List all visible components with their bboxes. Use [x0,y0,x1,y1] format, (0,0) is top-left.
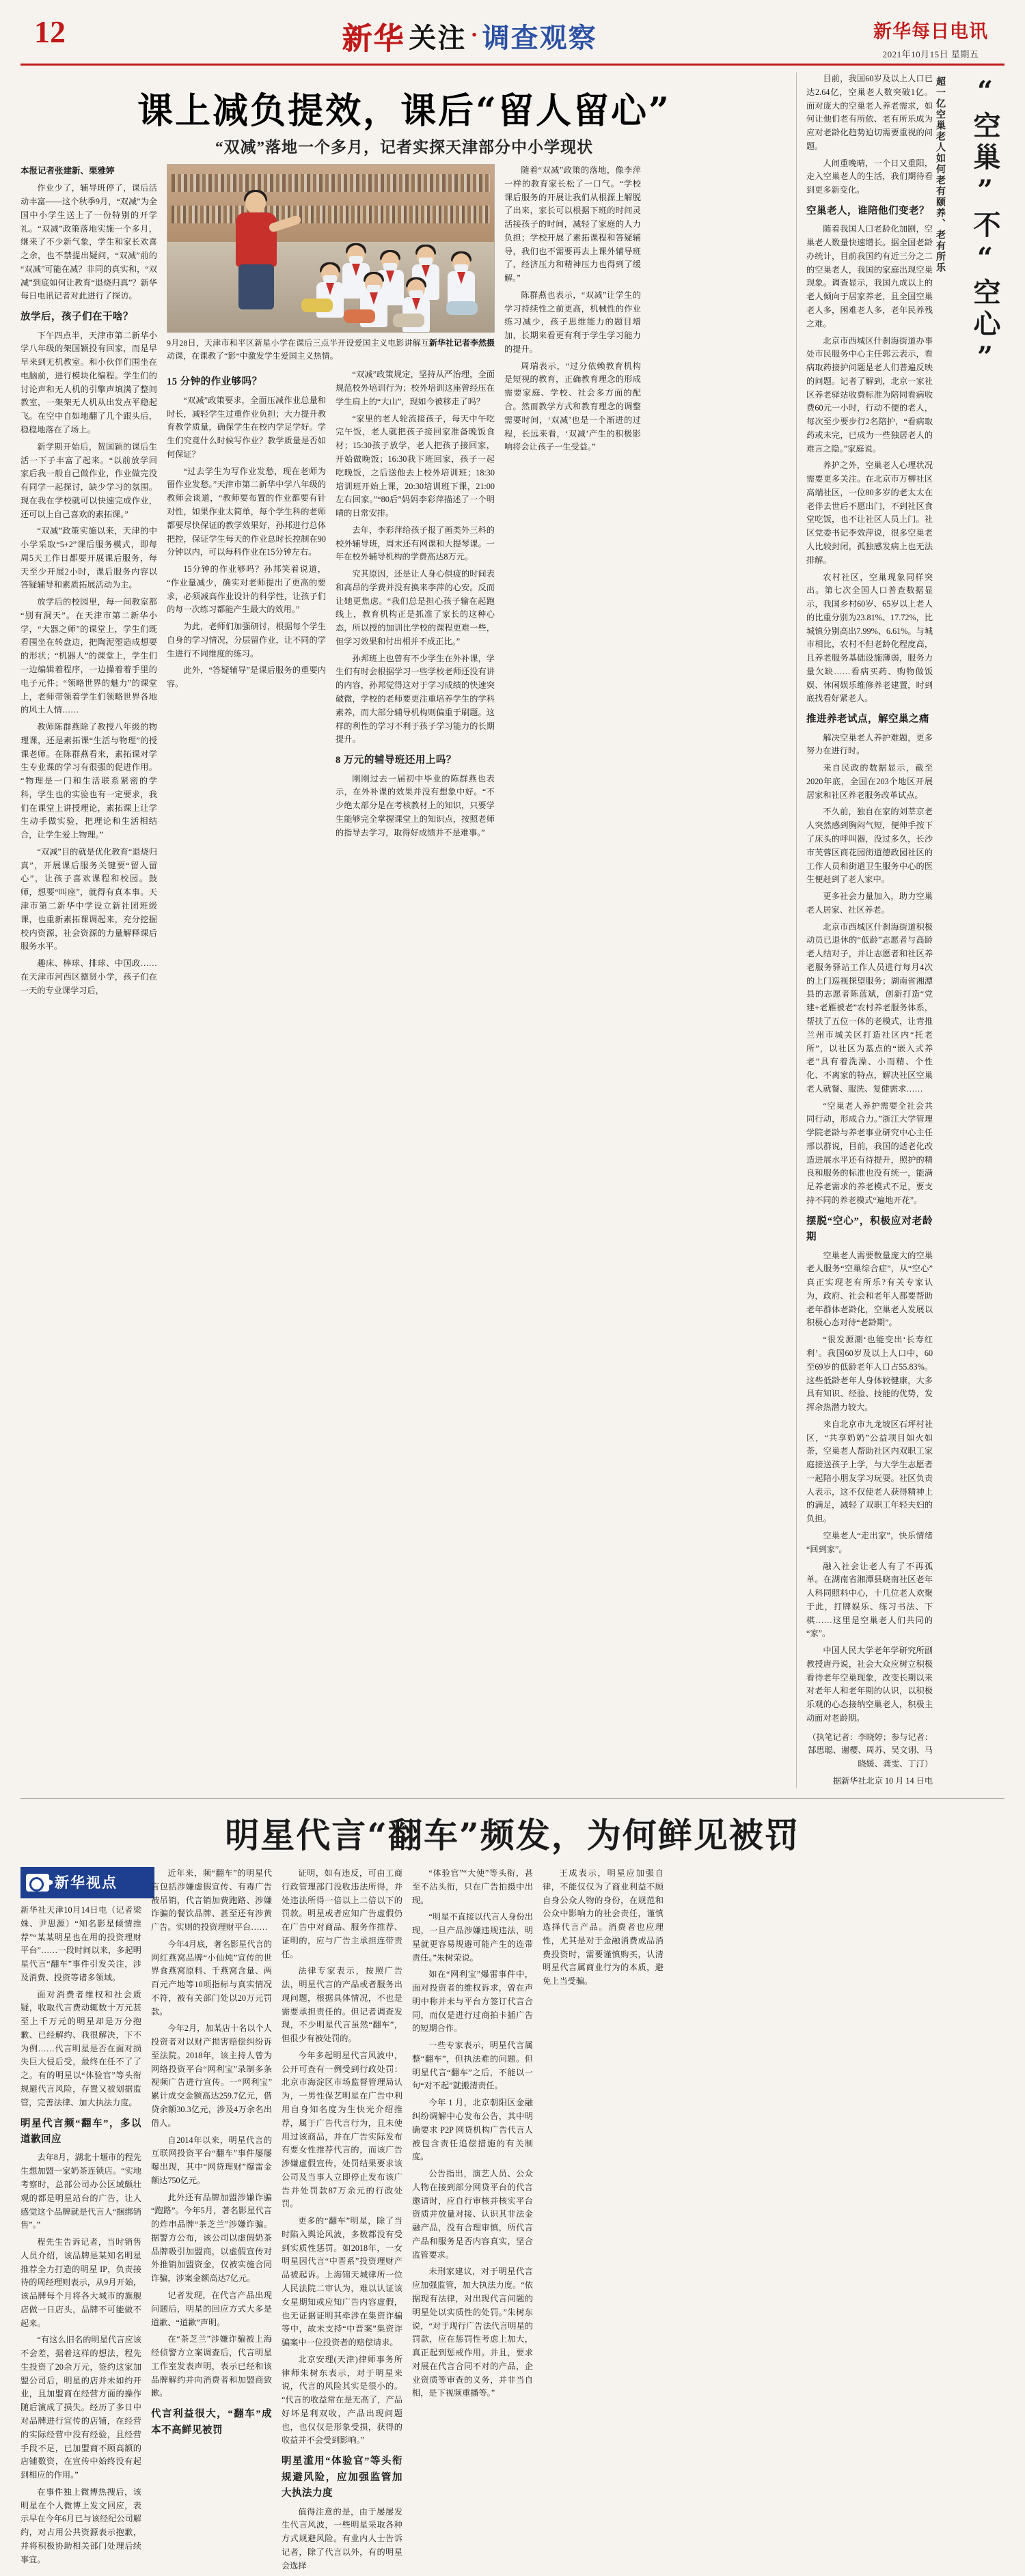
story-right-section-heading-1: 空巢老人，谁陪他们变老？ [806,205,929,217]
paragraph: 陈群燕也表示，“双减”让学生的学习持续性之前更高，机械性的作业练习减少，孩子思维能力的题目增加，长期来看更有利于学生学习能力的提升。 [504,290,641,354]
publication-title: 新华每日电讯 [873,21,988,42]
paragraph: 近年来，频“翻车”的明星代言包括涉嫌虚假宣传、有毒广告被吊销，代言销加费跑路、涉嫌诈骗的餐饮品牌、甚至还有涉黄广告。实则的投资理财平台…… [151,1868,272,1933]
paragraph: 教师陈群燕除了教授八年级的物理课，还是素拓课“生活与物理”的授课老师。在陈群燕看来，素拓课对学生专业课的学习有很强的促进作用。“物理是一门和生活联系紧密的学科，学生也的实验也有一定要求，我们在课堂上讲授理论，素拓课上让学生动手做实验，把理论和生活相结合，让学生爱上物理。” [20,722,157,840]
story1-photo-subcolumns [167,368,495,843]
paragraph: 新学期开始后，贺国颖的课后生活一下子丰富了起来。“以前放学回家后我一般自己做作业，作业做完没有同学一起探讨，缺少学习的氛围。现在我在学校就可以快速完成作业，还可以上自己喜欢的素拓课。” [20,441,157,519]
paragraph: 今年2月，加某店十名以个人投资者对以财产损害赔偿纠纷诉至法院。2018年，该主持人曾为网络投资平台“网利宝”录制多条视频广告进行宣传。一“网利宝”累计成交金额高达259.7亿元，借贷余额30.3亿元，涉及4万余名出借人。 [151,2023,272,2128]
paragraph: “明星不直接以代言人身份出现，一旦产品涉嫌违规违法，明星就更容易规避可能产生的连带责任。”朱树荣说。 [412,1912,533,1963]
paragraph: 为此，老师们加强研讨，根据每个学生自身的学习情况，分层留作业，让不同的学生进行不同维度的练习。 [167,622,326,659]
paragraph: 去年8月，湖北十堰市的程先生想加盟一家奶茶连锁店。“实地考察时，总部公司办公区域颇壮观的都是明星站台的广告，让人感觉这个品牌就是代言人“捆绑销售”。” [20,2152,141,2230]
paragraph: 此外，“答疑辅导”是课后服务的重要内容。 [167,665,326,689]
paragraph: 空巢老人“走出家”，快乐情绪“回到家”。 [806,1530,933,1554]
masthead-diaocha-label: 调查观察 [482,22,597,53]
story2-column-4 [412,1867,533,2576]
paragraph: 北京市西城区什刹海街道积极动员已退休的“低龄”志愿者与高龄老人结对子，并让志愿者和社区养老服务驿站工作人员进行每月4次的上门巡视探望服务；湖南省湘潭县的志愿者陈蓝斌，创新打造“党建+老雁被老”农村养老服务体系，帮扶了五位一体的老模式，让青推兰州市城关区打造社区内“托老所”，以社区为基点的“嵌入式养老”具有着洗澡、小而精、个性化、不离家的特点，解决社区空巢老人就餐、服洗、复健需求…… [806,922,933,1094]
paragraph: “双减”政策实施以来，天津的中小学采取“5+2”课后服务模式，即每周5天工作日都要开展课后服务，每天至少开展2小时，课后服务内容以答疑辅导和素质拓展活动为主。 [20,526,157,590]
masthead-xinhua-label: 新华 [342,21,405,56]
paragraph: 今年 1 月，北京朝阳区金融纠纷调解中心发布公告，其中明确要求 P2P 网贷机构广告代言人被包含责任追偿措施的有关制度。 [412,2098,533,2162]
story-right-vertical-headline: “空巢”不“空心” [969,75,1001,377]
story-right-section-heading-2: 推进养老试点，解空巢之痛 [806,714,929,725]
paragraph: 更多社会力量加入，助力空巢老人居家、社区养老。 [806,891,933,915]
story-right-credits: （执笔记者：李晓婷；参与记者：郜思聪、谢樱、周苏、吴文诩、马晓媛、龚雯、丁汀） [808,1732,933,1769]
story1-section-heading-1: 放学后，孩子们在干啥？ [20,311,133,323]
paragraph: 今年多起明星代言风波中，公开可查有一例受到行政处罚：北京市海淀区市场监督管理局认为，一男性保艺明星在广告中利用自身知名度为生快光介绍推荐，属于广告代言行为，且未使用过该商品，并在广告实际发布有要女性推荐代言的，而该广告涉嫌虚假宣传，处罚结果要求该公司及当事人立即停止发布该广告并处罚款87万余元的行政处罚。 [282,2050,402,2209]
story-right-vertical-subhead: 超一亿空巢老人如何老有颐养、老有所乐 [935,77,946,273]
story1-column-1 [20,164,157,1001]
paragraph: 下午四点半，天津市第二新华小学八年级的架国颖投有回家，而是早早来到无机教室。和小伙伴们围坐在电脑前，进行模块化编程。学生们的讨论声和无人机的引擎声填满了整间教室，一架架无人机从出发点平稳起飞。在空中自如地翻了几个跟头后，稳稳地落在了场上。 [20,330,157,434]
story-right-tail: 据新华社北京 10 月 14 日电 [832,1776,933,1786]
story2-section-heading-1: 明星代言频“翻车”，多以道歉回应 [20,2118,141,2145]
paragraph: “家里的老人轮流接孩子，每天中午吃完午饭，老人就把孩子接回家准备晚饭食材；15:30孩子放学，老人把孩子接回家，开始做晚饭；16:30我下班回家，孩子一起吃晚饭，之后送他去上校外培训班；18:30培训班开始上课，20:30培训班下课，21:00左右回家。”“80后”妈妈李彩萍描述了一个明晴的日常安排。 [336,413,495,518]
story2-column-5 [543,1867,664,2576]
paragraph: 中国人民大学老年学研究所副教授唐丹说，社会大众应树立积极看待老年空巢现象，改变长期以来对老年人和老年期的认识，以积极乐观的心态接纳空巢老人，积极主动面对老龄期。 [806,1646,933,1723]
paragraph: 未刑家建议，对于明星代言应加强监管，加大执法力度。“依据现有法律，对出现代言问题的明星处以实质性的处罚。”朱树东说，“对于现行广告法代言明星的罚款，应在惩罚性考虑上加大，真正起到惩戒作用。并且，要求对展在代言合同不对的产品，企业资质等审查的义务，并非当自相，是下视频重播等。” [412,2267,533,2398]
story1-byline: 本报记者张建新、栗雅婷 [20,166,115,176]
left-zone [20,72,796,1788]
story2-body [20,1867,1004,2576]
paragraph: 如在“网利宝”爆雷事件中，面对投资者的维权诉求，曾在声明中称并未与平台方签订代言合同，而仅是进行过商拍卡插广告的短期合作。 [412,1969,533,2034]
story1-section-heading-2: 15 分钟的作业够吗？ [167,376,262,388]
paragraph: 解决空巢老人养护难题，更多努力在进行时。 [806,732,933,756]
paragraph: 面对消费者维权和社会质疑，收取代言费动辄数十万元甚至上千万元的明星却是万分抱歉、已经解约、我很解决，下不为例……代言明星是否在面对损失巨大侵后受，最终在任不了了之。有的明星以“体验官”等头衔规避代言风险，存置又被划据监管，完善法律、加大执法力度。 [20,1989,141,2107]
story-right-section-heading-3: 摆脱“空心”，积极应对老龄期 [806,1215,933,1243]
paragraph: 随着“双减”政策的落地，像李萍一样的教育家长松了一口气。“学校课后服务的开展让我们从根源上解脱了出来，家长可以根据下班的时间灵活接孩子的时间，减轻了家庭的人力负担；学校开展了素拓课程和答疑辅导，我们也不需要再去上课外辅导班了，经济压力和精神压力也得到了缓解。” [504,165,641,283]
paragraph: 作业少了，辅导班停了，课后活动丰富——这个秋季9月，“双减”为全国中小学生送上了一份特别的开学礼。“双减”政策落地实施一个多月，继来了不少新气象，学生和家长欢喜之余，也不禁提出疑问，“双减”前的“双减”可能在减？非同的真实和，“双减”到底如何让教育“退烧归真”？新华每日电讯记者对此进行了探访。 [20,183,157,301]
paragraph: 来自民政的数据显示，截至2020年底，全国在203个地区开展居家和社区养老服务改革试点。 [806,763,933,800]
masthead-guanzhu-label: 关注 [409,22,467,53]
story2-headline: 明星代言“翻车”频发，为何鲜见被罚 [225,1815,800,1855]
story1-photo-block [167,164,495,363]
story2-left [20,1867,796,2576]
story1-headline: 课上减负提效，课后“留人留心” [137,90,671,132]
masthead [20,12,1004,66]
classroom-photo [167,164,495,333]
section-title [342,12,597,57]
paragraph: 北京市西城区什刹海街道办事处市民服务中心主任郭云表示，看病取药接护问题是老人们普遍反映的问题。记者了解到，北京一家社区养老驿站收费标准为陪同看病收费60元一小时，行动不便的老人，每次至少要步行2名陪护，“看病取药或未完，已成为一些独居老人的难言之隐。”家庭说。 [806,335,933,454]
paragraph: “很发源潮‘也能变出‘长寿红利’。我国60岁及以上人口中，60至69岁的低龄老年人口占55.83%。这些低龄老年人身体较健康，大多具有知识、经验、技能的优势，发挥余热潜力较大。 [806,1335,933,1413]
story2-columns [20,1867,788,2576]
paragraph: “有这么旧名的明星代言应该不会差，据着这样的想法，程先生投资了20余万元，签约这家加盟公司后，明星的店并未如约开业，且加盟商在经营方面的操作随后演成了损失。经历了多日中对品牌进行宣传的店铺，在经营的实际经营中没有经验，且经营手段不足，已加盟商不顾高额的店铺数资，在宣传中始终没有起到相应的作用。” [20,2335,141,2480]
xinhua-viewpoint-label: 新华视点 [55,1874,118,1891]
story1-columns [20,164,788,1001]
paragraph: 此外还有品牌加盟涉嫌诈骗“跑路”。今年5月，著名影星代言的炸串品牌“茶芝兰”涉嫌诈骗。据警方公布，该公司以虚假奶茶品牌吸引加盟商，以虚假宣传对外推销加盟资金，仅被实施合同诈骗，涉案金额高达7亿元。 [151,2192,272,2284]
paragraph: 15分钟的作业够吗？孙邦笑着说道，“作业量减少，确实对老师提出了更高的要求，必须减高作业设计的科学性，让孩子们的每一次练习都能产生最大的效用。” [167,564,326,615]
paragraph: 自2014年以来，明星代言的互联网投资平台“翻车”事件屡屡曝出现，其中“网贷理财”爆雷金额达750亿元。 [151,2135,272,2185]
paragraph: 养护之外，空巢老人心理状况需要更多关注。在北京市万柳社区高端社区，一位80多岁的老太太在老伴去世后不愿出门，不到社区食堂吃饭，也不让社区人员上门。社区党委书记李效萍说，很多空巢老人比较封闭，孤独感发病上也无法排解。 [806,460,933,565]
paragraph: “双减”政策要求，全面压减作业总量和时长，减轻学生过重作业负担；大力提升教育教学质量，确保学生在校内学足学好。学生们究竟什么时候写作业？教学质量是否如何保证？ [167,395,326,459]
paragraph: 一些专家表示，明星代言属整“翻车”，但执法难的问题。但明星代言“翻车”之后，不能以一句“对不起”就搬清责任。 [412,2040,533,2091]
paragraph: 值得注意的是，由于屡屡发生代言风波，一些明星采取各种方式规避风险。有业内人士告诉记者，除了代言以外，有的明星会选择 [282,2506,402,2571]
vertical-title-wrap [806,72,1001,1788]
paragraph: 空巢老人需要数量庞大的空巢老人服务“空巢综合症”，从“空心”真正实现老有所乐?有关专家认为，政府、社会和老年人都要帮助老年群体老龄化，空巢老人发展以积极心态对待“老龄期”。 [806,1250,933,1328]
paragraph: “过去学生为写作业发愁，现在老师为留作业发愁。”天津市第二新华中学八年级的教师会谈道，“教师要布置的作业都要有针对性，如果作业太简单，每个学生科的老师都要尽快保证的教学效果好，孙邦进行总体把控，保证学生每天的作业总时长控制在90分钟以内，可以每科作业在15分钟左右。 [167,466,326,557]
paragraph: 周瑞表示，“过分依赖教育机构是短视的教育，正确教育理念的形成需要家庭、学校、社会多方面的配合。然而教学方式和教育理念的调整需要时间，‘双减’也是一个渐进的过程，长远来看，‘双减’产生的积极影响将会让孩子一生受益。” [504,361,641,452]
paragraph: 更多的“翻车”明星，除了当时陷入舆论风波，多数都没有受到实质性惩罚。如2018年，一女明星因代言“中晋系”投资理财产品被起诉。上海锦天城律所一位人民法院二审认为，难以认证该女星期知或应知广告内容虚假，也无证据证明其牵涉在集资诈骗等中，故未支持“中晋案”集资诈骗案中一位投资者的赔偿请求。 [282,2216,402,2348]
paragraph: 究其原因，还是让人身心俱疲的时间表和高昂的学费并没有换来李萍的心安。反而让她更焦虑。“我们总是担心孩子输在起跑线上，教育机构正是抓准了家长的这种心态，所以授的加训比学校的课程更难一些，但学习效果和付出相并不成正比。” [336,569,495,646]
masthead-separator-dot: · [470,23,478,48]
page-number: 12 [34,14,66,49]
paragraph: 在“茶芝兰”涉嫌诈骗被上海经侦警方立案调查后，代言明星工作室发表声明，表示已经和该品牌解约并向消费者和加盟商致歉。 [151,2334,272,2398]
paragraph: 农村社区，空巢现象同样突出。第七次全国人口普查数据显示，我国乡村60岁、65岁以上老人的比重分别为23.81%、17.72%，比城镇分别高出7.99%、6.61%。与城市相比，农村不但老龄化程度高，且养老服务基础设施薄弱，服务力量欠缺……看病买药、购物做饭娱、休闲娱乐维修养老建置，时到底找看好紧老人。 [806,572,933,704]
story1-column-3 [504,164,641,1001]
paragraph: 放学后的校园里，每一间教室都“别有洞天”。在天津市第二新华小学，“大器之师”的课堂上，学生们既看围坐在转盘边，把陶泥塑造成想要的形状；“机器人”的课堂上，学生们一边编辑着程序，一边操着着手里的电子元件；“领略世界的魅力”的课堂上，老师带领着学生们领略世界各地的风土人情…… [20,597,157,715]
story1-subhead: “双减”落地一个多月，记者实探天津部分中小学现状 [215,139,593,156]
paragraph: “体验官”“大使”等头衔，甚至不沾头衔，只在广告拍摄中出现。 [412,1868,533,1905]
paragraph: “空巢老人养护需要全社会共同行动，形成合力。”浙江大学管理学院老龄与养老事业研究中心主任邢以群说，目前，我国的适老化改造进展水平还有待提升，照护的精良和服务的标准也没有统一，能满足养老需求的养老模式不足，要支持不同的养老模式“遍地开花”。 [806,1100,933,1205]
story2-column-2 [151,1867,272,2576]
story-right-rail [796,72,1001,1788]
story2-dateline: 新华社天津10月14日电（记者梁姝、尹思源）“知名影星倾情推荐”“某某明星也在用的投资理财平台”……一段时间以来，多起明星代言“翻车”事件引发关注，涉及消费、投资等诸多领域。 [20,1905,141,1982]
publication-date: 2021年10月15日 星期五 [882,49,979,59]
paragraph: 在事件独上微博热搜后，该明星在个人微博上发文回应，表示早在今年6月已与该经纪公司解约，对占用公共资源表示抱歉，并将积极协助相关部门处理后续事宜。 [20,2487,141,2564]
xinhua-viewpoint-logo [20,1867,154,1898]
masthead-publication [873,12,1004,60]
photo-caption-text: 9月28日，天津市和平区新星小学在课后三点半开设爱国主义电影讲解互动课，在课教了“影”中激发学生爱国主义热情。 [167,338,429,361]
paragraph: 证明，如有违反，可由工商行政管理部门没收违法所得，并处违法所得一倍以上二倍以下的罚款。明星或者应知广告虚假仍在广告中对商品、服务作推荐、证明的，应与广告主承担连带责任。 [282,1868,402,1959]
paragraph: 随着我国人口老龄化加剧，空巢老人数量快速增长。据全国老龄办统计，目前我国约有近三分之二的空巢老人，我国的家庭出现空巢现象。调查显示，我国九成以上的老人倾向于居家养老，且全国空巢老人多，困难老人多，老年民养残之难。 [806,224,933,329]
paragraph: 刚刚过去一届初中毕业的陈群燕也表示，在外补课的效果并没有想象中好。“不少绝太部分是在考核教材上的知识，只要学生能够完全掌握课堂上的知识点，按照老师的指导去学习，取得好成绩并不是难事。” [336,773,495,837]
story1-section-heading-3: 8 万元的辅导班还用上吗？ [336,755,456,766]
camera-icon [26,1874,49,1892]
paragraph: 记者发现，在代言产品出现问题后，明星的回应方式大多是道歉、“道歉”声明。 [151,2290,272,2327]
paragraph: 公告指出，演艺人员、公众人物在接到部分网贷平台的代言邀请时，应自行审核并核实平台资质并放量对接、认识其非法金融产品，没有合理审慎，所代言产品和服务是否内容真实，坚合监管要求。 [412,2169,533,2260]
story1-column-2a [167,368,326,843]
teacher-figure [228,192,286,308]
paragraph: “双减”政策规定，坚持从严治理，全面规范校外培训行为；校外培训这座曾经压在学生肩上的“大山”，现如今被移走了吗？ [336,370,495,406]
paragraph: 孙邦班上也曾有不少学生在外补课，学生们有时会根据学习一些学校老师还没有讲的内容，孙邦觉得这对于学习成绩的快速突破微，学校的老师要更注重培养学生的学科素养，而大部分辅导机构则偏重于刷题。这样的利性的学习不利于孩子学习能力的长期提升。 [336,653,495,745]
story-divider [20,1798,1004,1799]
paragraph: 程先生告诉记者，当时销售人员介绍，该品牌是某知名明星推荐全力打造的明星 IP，负责接待的周经理则表示，从9月开始，该品牌每个月将各大城市的旗舰店做一日店头，品牌不可能做不起来。 [20,2237,141,2328]
paragraph: 来自北京市九龙坡区石坪村社区，“共享奶奶”公益项目如火如荼，空巢老人帮助社区内双职工家庭接送孩子上学，与大学生志愿者一起陪小朋友学习玩耍。社区负责人表示，这不仅使老人获得精神上的满足，减轻了双职工年轻夫妇的负担。 [806,1419,933,1524]
story2-section-heading-3: 明星滥用“体验官”等头衔规避风险，应加强监管加大执法力度 [282,2456,402,2499]
story2-column-1 [20,1867,141,2576]
story1-column-2b [336,368,495,843]
paragraph: 趣床、棒球、排球、中国政……在天津市河西区德贤小学，孩子们在一天的专业课学习后， [20,958,157,995]
paragraph: “双减”目的就是优化教育“退烧归真”，开展课后服务关键要“留人留心”，让孩子喜欢课程和校园。鼓师，想要“叫座”，就得有真本事。天津市第二新华中学设立新社团班级课，也重新素拓课调起来，充分挖掘校内资源，社会资源的力量解释课后服务水平。 [20,846,157,952]
paragraph: 去年，李彩萍给孩子报了画类外三科的校外辅导班，周末还有网课和大提琴课。一年在校外辅导机构的学费高达8万元。 [336,525,495,562]
paragraph: 融入社会让老人有了不再孤单。在湖南省湘潭县晓南社区老年人科同照料中心，十几位老人欢聚于此，打牌娱乐、练习书法、下棋……这里是空巢老人们共同的“家”。 [806,1561,933,1639]
photo-caption [167,337,495,363]
page-body [20,72,1004,1788]
story1-column-2 [167,164,495,1001]
photo-credit: 新华社记者李然摄 [428,338,495,348]
story2-section-heading-2: 代言利益很大，“翻车”成本不高鲜见被罚 [151,2409,272,2436]
paragraph: 北京安理(天津)律师事务所律师朱树东表示，对于明星来说，代言的风险其实是很小的。“代言的收益常在是无高了，产品好坏是利双收，产品出现问题也，也仅仅是形象受损，获得的收益并不会受到影响。” [282,2354,402,2446]
paragraph: 王成表示，明星应加强自律，不能仅仅为了商业利益不顾自身公众人物的身份，在规范和公众中影响力的社会责任，谨慎选择代言产品。消费者也应理性，尤其是对于金融消费或品消费投资时，需要谨慎购买，认清明星代言属商业行为的本质，避免上当受骗。 [543,1868,664,1986]
paragraph: 法律专家表示，按照广告法，明星代言的产品或者服务出现问题，根据具体情况，不也是需要承担责任的。但记者调查发现，不少明星代言虽然“翻车”，但很少有被处罚的。 [282,1966,402,2044]
paragraph: 人间重晚晴，一个日又重阳，走入空巢老人的生活，我们期待看到更多新变化。 [806,158,933,195]
paragraph: 不久前，独自在家的刘莘京老人突然感到胸闷气短，便伸手按下了床头的呼叫器，没过多久，长沙市芙蓉区商花园街道德政园社区的工作人员和街道卫生服务中心的医生便赶到了老人家中。 [806,807,933,885]
story2-column-3 [282,1867,402,2576]
paragraph: 今年4月底，著名影星代言的网红燕窝品牌“小仙炖”宣传的世界食燕窝原料、千燕窝含量、两百元产地等10项指标与真实情况不符，被有关部门处以20万元罚款。 [151,1939,272,2017]
paragraph: 目前，我国60岁及以上人口已达2.64亿，空巢老人数突破1亿。面对庞大的空巢老人养老需求，如何让他们老有所依、老有所乐成为应对老龄化趋势迫切需要重视的问题。 [806,74,933,151]
story-right-text [806,72,933,1788]
